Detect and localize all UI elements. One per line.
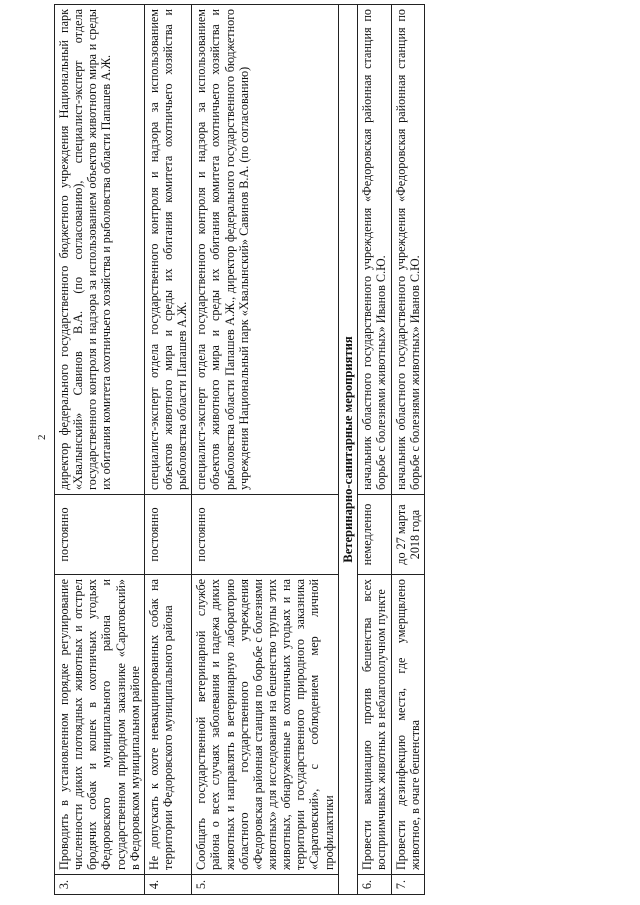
row-term: немедленно [358, 495, 391, 575]
row-term: до 27 марта 2018 года [391, 495, 424, 575]
row-term: постоянно [144, 495, 191, 575]
row-number: 7. [391, 875, 424, 895]
row-number: 3. [55, 875, 145, 895]
row-responsible: начальник областного государственного учреждения «Федоровская районная станция по борьбе с болезнями животных» Иванов С.Ю. [358, 5, 391, 495]
table-row [144, 5, 191, 895]
row-responsible: директор федерального государственного бюджетного учреждения Национальный парк «Хвалынский» Савинов В.А. (по согласованию), специалист-эксперт отдела государственного контроля и надзора за использованием объектов животного мира и среды их обитания комитета охотничьего хозяйства и рыболовства области Папашев А.Ж. [55, 5, 145, 495]
row-responsible: специалист-эксперт отдела государственного контроля и надзора за использованием объектов животного мира и среды их обитания комитета охотничьего хозяйства и рыболовства области Папашев А.Ж. [144, 5, 191, 495]
row-action: Не допускать к охоте невакцинированных собак на территории Федоровского муниципального района [144, 575, 191, 875]
page-number: 2 [36, 434, 48, 440]
row-term: постоянно [55, 495, 145, 575]
section-header-row [338, 5, 358, 895]
row-number: 5. [192, 875, 338, 895]
table-row [391, 5, 424, 895]
row-responsible: начальник областного государственного учреждения «Федоровская районная станция по борьбе с болезнями животных» Иванов С.Ю. [391, 5, 424, 495]
row-number: 6. [358, 875, 391, 895]
row-action: Сообщать государственной ветеринарной службе района о всех случаях заболевания и падежа диких животных и направлять в ветеринарную лабораторию областного государственного учреждения «Федоровская районная станция по борьбе с болезнями животных» для исследования на бешенство трупы этих животных, обнаруженные в охотничьих угодьях и на территории государственного природного заказника «Саратовский», с соблюдением мер личной профилактики [192, 575, 338, 875]
row-action: Провести дезинфекцию места, где умерщвлено животное, в очаге бешенства [391, 575, 424, 875]
measures-table [54, 4, 425, 895]
section-title: Ветеринарно-санитарные мероприятия [338, 5, 358, 895]
row-action: Проводить в установленном порядке регулирование численности диких плотоядных животных и отстрел бродячих собак и кошек в охотничьих угодьях Федоровского муниципального района и государственном природном заказнике «Саратовский» в Федоровском муниципальном районе [55, 575, 145, 875]
row-responsible: специалист-эксперт отдела государственного контроля и надзора за использованием объектов животного мира и среды их обитания комитета охотничьего хозяйства и рыболовства области Папашев А.Ж., директор федерального государственного бюджетного учреждения Национальный парк «Хвалынский» Савинов В.А. (по согласованию) [192, 5, 338, 495]
row-number: 4. [144, 875, 191, 895]
table-row [192, 5, 338, 895]
table-row [55, 5, 145, 895]
table-row [358, 5, 391, 895]
row-term: постоянно [192, 495, 338, 575]
document-table-rotated [54, 5, 624, 895]
row-action: Провести вакцинацию против бешенства всех восприимчивых животных в неблагополучном пункте [358, 575, 391, 875]
